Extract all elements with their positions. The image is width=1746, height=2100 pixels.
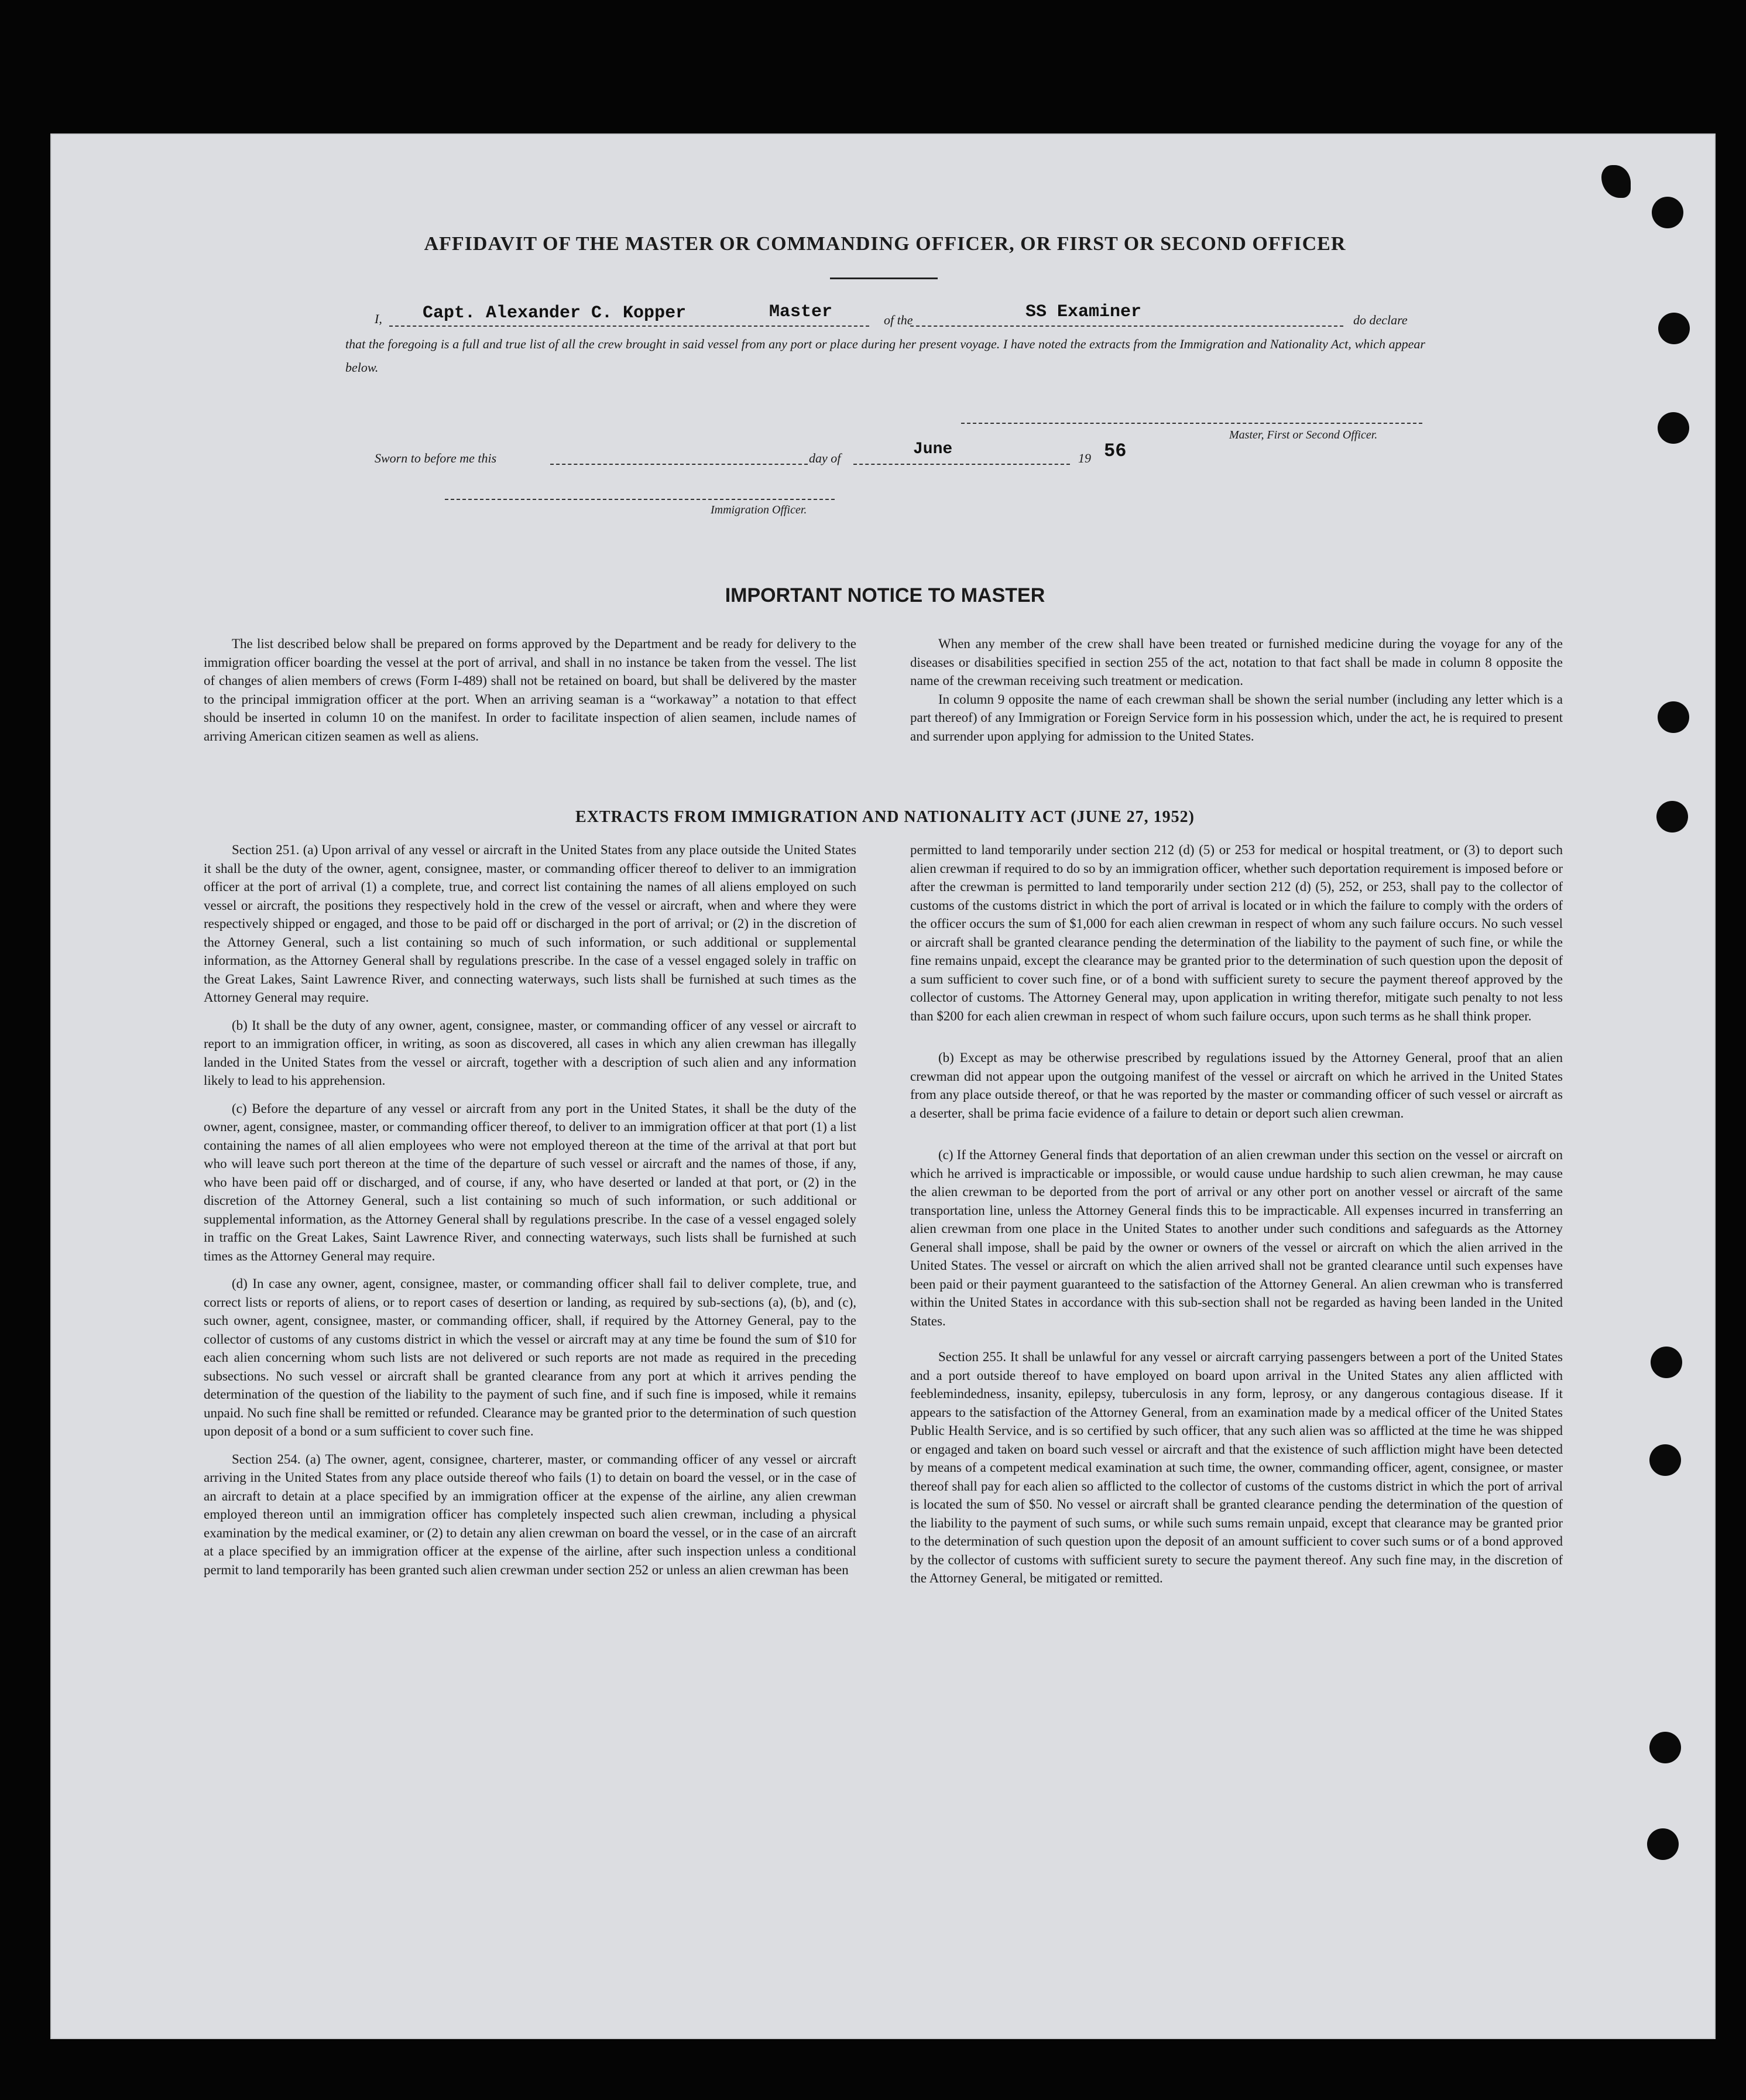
notice-paragraph: In column 9 opposite the name of each crewman shall be shown the serial number (including any letter which is a part thereof) of any Immigration or Foreign Service form in his possession which, under the act, he is required to present and surrender upon applying for admission to the United States. [910, 691, 1563, 744]
notice-title: IMPORTANT NOTICE TO MASTER [725, 584, 1045, 607]
binder-hole [1658, 313, 1690, 344]
month-line [853, 464, 1070, 465]
binder-hole [1649, 1732, 1681, 1763]
master-name: Capt. Alexander C. Kopper [423, 303, 687, 323]
immigration-officer-label: Immigration Officer. [711, 503, 807, 516]
day-of-label: day of [809, 451, 841, 465]
year-prefix: 19 [1078, 451, 1091, 465]
vessel-line [910, 326, 1343, 327]
binder-hole [1652, 197, 1683, 228]
extracts-left-column [204, 841, 856, 1588]
section-paragraph: Section 255. It shall be unlawful for any vessel or aircraft carrying passengers between a port of the United States and a port outside thereof to have employed on board upon arrival in the United States any alien afflicted with feeblemindedness, insanity, epilepsy, tuberculosis in any form, leprosy, or any dangerous contagious disease. If it appears to the satisfaction of the Attorney General, from an examination made by a medical officer of the United States Public Health Service, and is so certified by such officer, that any such alien was so afflicted at the time he was shipped or engaged and taken on board such vessel or aircraft and that the existence of such affliction might have been detected by means of a competent medical examination at such time, the owner, commanding officer, agent, consignee, or master thereof shall pay for each alien so afflicted to the collector of customs of the customs district in which the port of arrival is located the sum of $50. No vessel or aircraft shall be granted clearance pending the determination of the question of the liability to the payment of such sums, or while such sums remain unpaid, except that clearance may be granted prior to the determination of such question upon the deposit of an amount sufficient to cover such sums or of a bond approved by the collector of customs with sufficient surety to secure the payment thereof. Any such fine may, in the discretion of the Attorney General, be mitigated or remitted. [910, 1349, 1563, 1585]
section-paragraph: (d) In case any owner, agent, consignee, master, or commanding officer shall fail to deliver complete, true, and correct lists or reports of aliens, or to report cases of desertion or landing, as required by sub-sections (a), (b), and (c), such owner, agent, consignee, master, or commanding officer, shall, if required by the Attorney General, pay to the collector of customs of any customs district in which the vessel or aircraft may at any time be found the sum of $10 for each alien concerning whom such lists are not delivered or such reports are not made as required in the preceding subsections. No such vessel or aircraft shall be granted clearance from any port at which it arrives pending the determination of the question of the liability to the payment of such fine, and if such fine is imposed, while it remains unpaid. No such fine shall be remitted or refunded. Clearance may be granted prior to the determination of such question upon deposit of a bond or a sum sufficient to cover such fine. [204, 1276, 856, 1438]
section-paragraph: (c) Before the departure of any vessel or aircraft from any port in the United States, it shall be the duty of the owner, agent, consignee, master, or commanding officer thereof, to deliver to an immigration officer at that port (1) a list containing the names of all alien employees who were not employed thereon at the time of the arrival at that port but who will leave such port thereon at the time of the departure of such vessel or aircraft and the names of those, if any, who have been paid off or discharged, and of course, if any, who have deserted or landed at that port, or (2) in the discretion of the Attorney General, such a list containing so much of such information, or such additional or supplemental information, as the Attorney General shall by regulations prescribe. In the case of a vessel engaged solely in traffic on the Great Lakes, Saint Lawrence River, and connecting waterways, such lists shall be furnished at such times as the Attorney General may require. [204, 1101, 856, 1263]
notice-right-column [910, 635, 1563, 755]
sworn-month: June [913, 440, 953, 458]
sworn-day-line [550, 464, 808, 465]
do-declare-label: do declare [1353, 313, 1408, 327]
binder-hole [1649, 1444, 1681, 1476]
section-paragraph: Section 254. (a) The owner, agent, consignee, charterer, master, or commanding officer of any vessel or aircraft arriving in the United States from any place outside thereof who fails (1) to detain on board the vessel, or in the case of an aircraft to detain at a place specified by an immigration officer at the expense of the airline, any alien crewman employed thereon until an immigration officer has completely inspected such alien crewman, including a physical examination by the medical examiner, or (2) to detain any alien crewman on board the vessel, or in the case of an aircraft at a place specified by an immigration officer at the expense of the airline, after such inspection unless a conditional permit to land temporarily has been granted such alien crewman under section 252 or unless an alien crewman has been [204, 1451, 856, 1577]
master-rank: Master [769, 302, 833, 322]
section-paragraph: (c) If the Attorney General finds that deportation of an alien crewman under this section on the vessel or aircraft on which he arrived is impracticable or impossible, or would cause undue hardship to such alien crewman, he may cause the alien crewman to be deported from the port of arrival or any other port on another vessel or aircraft of the same transportation line, unless the Attorney General finds this to be impracticable. All expenses incurred in transferring an alien crewman from one place in the United States to another under such conditions and safeguards as the Attorney General shall impose, shall be paid by the owner or owners of the vessel or aircraft on which the alien arrived in the United States. The vessel or aircraft on which the alien arrived shall not be granted clearance until such expenses have been paid or their payment guaranteed to the satisfaction of the Attorney General. An alien crewman who is transferred within the United States in accordance with this sub-section shall not be regarded as having been landed in the United States. [910, 1147, 1563, 1328]
notice-paragraph: The list described below shall be prepared on forms approved by the Department and be ready for delivery to the immigration officer boarding the vessel at the port of arrival, and shall in no instance be taken from the vessel. The list of changes of alien members of crews (Form I-489) shall not be retained on board, but shall be delivered by the master to the principal immigration officer at the port. When an arriving seaman is a “workaway” a notation to that effect should be inserted in column 10 on the manifest. In order to facilitate inspection of alien seamen, include names of arriving American citizen seamen as well as aliens. [204, 636, 856, 744]
section-paragraph: Section 251. (a) Upon arrival of any vessel or aircraft in the United States from any place outside the United States it shall be the duty of the owner, agent, consignee, master, or commanding officer thereof to deliver to an immigration officer at the port of arrival (1) a complete, true, and correct list containing the names of all aliens employed on such vessel or aircraft, the positions they respectively hold in the crew of the vessel or aircraft, when and where they were respectively shipped or engaged, and those to be paid off or discharged in the port of arrival; or (2) in the discretion of the Attorney General, such a list containing so much of such information, or such additional or supplemental information, as the Attorney General shall by regulations prescribe. In the case of a vessel engaged solely in traffic on the Great Lakes, Saint Lawrence River, and connecting waterways, such lists shall be furnished at such times as the Attorney General may require. [204, 842, 856, 1005]
notice-paragraph: When any member of the crew shall have been treated or furnished medicine during the voyage for any of the diseases or disabilities specified in section 255 of the act, notation to that fact shall be made in column 8 opposite the name of the crewman receiving such treatment or medication. [910, 636, 1563, 688]
section-paragraph: permitted to land temporarily under section 212 (d) (5) or 253 for medical or hospital treatment, or (3) to deport such alien crewman if required to do so by an immigration officer, whether such deportation requirement is imposed before or after the crewman is permitted to land temporarily under section 212 (d) (5), 252, or 253, shall pay to the collector of customs of the customs district in which the port of arrival is located or in which the failure to comply with the orders of the officer occurs the sum of $1,000 for each alien crewman in respect of whom any such failure occurs. No such vessel or aircraft shall be granted clearance pending the determination of the liability to the payment of such fine, or while the fine remains unpaid, except the clearance may be granted prior to the determination of such question upon the deposit of a sum sufficient to cover such fine, or of a bond with sufficient surety to secure the payment thereof approved by the collector of customs. The Attorney General may, upon application in writing therefor, mitigate such penalty to not less than $200 for each alien crewman in respect of whom such failure occurs, upon such terms as he shall think proper. [910, 842, 1563, 1023]
signature-label: Master, First or Second Officer. [1229, 429, 1378, 441]
extracts-right-column [910, 841, 1563, 1597]
binder-hole [1651, 1347, 1682, 1378]
binder-hole [1658, 701, 1689, 733]
section-paragraph: (b) It shall be the duty of any owner, agent, consignee, master, or commanding officer of any vessel or aircraft to report to an immigration officer, in writing, as soon as discovered, all cases in which any alien crewman has illegally landed in the United States from the vessel or aircraft, together with a description of such alien and any information likely to lead to his apprehension. [204, 1018, 856, 1088]
sworn-year: 56 [1104, 440, 1127, 462]
notice-left-column [204, 635, 856, 755]
i-label: I, [375, 311, 382, 326]
vessel-name: SS Examiner [1025, 302, 1142, 322]
declaration-text: that the foregoing is a full and true list of all the crew brought in said vessel from any port or place during her present voyage. I have noted the extracts from the Immigration and Nationality Act, which appear below. [345, 337, 1425, 375]
binder-hole [1647, 1828, 1679, 1860]
name-line [389, 326, 869, 327]
sworn-label: Sworn to before me this [375, 451, 497, 465]
extracts-title: EXTRACTS FROM IMMIGRATION AND NATIONALITY ACT (JUNE 27, 1952) [575, 808, 1195, 826]
binder-hole [1658, 412, 1689, 444]
of-the-label: of the [884, 313, 913, 327]
title-rule [830, 278, 938, 279]
section-paragraph: (b) Except as may be otherwise prescribed by regulations issued by the Attorney General, proof that an alien crewman did not appear upon the outgoing manifest of the vessel or aircraft on which he arrived in the United States from any place outside thereof, or that he was reported by the master or commanding officer of such vessel or aircraft as a deserter, shall be prima facie evidence of a failure to detain or deport such alien crewman. [910, 1050, 1563, 1121]
signature-line [961, 423, 1422, 424]
affidavit-title: AFFIDAVIT OF THE MASTER OR COMMANDING OFFICER, OR FIRST OR SECOND OFFICER [424, 233, 1346, 255]
immigration-officer-line [445, 499, 835, 500]
